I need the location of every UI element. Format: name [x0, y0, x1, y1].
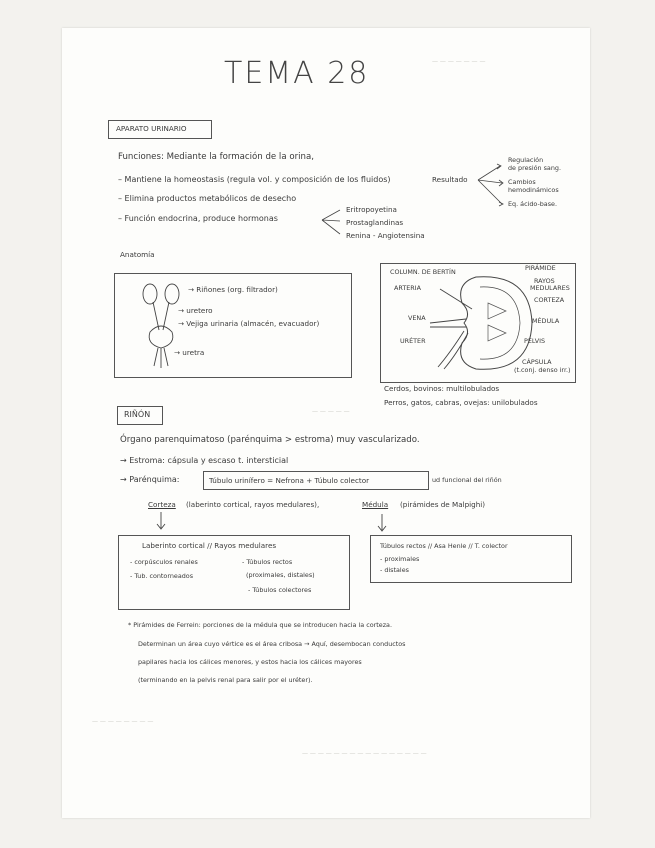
- bleed-through: — — — — —: [312, 408, 350, 415]
- notebook-page: [62, 28, 590, 818]
- hormone-2: Prostaglandinas: [346, 218, 404, 227]
- anatomia-heading: Anatomía: [120, 250, 155, 259]
- kidney-label-ureter: URÉTER: [400, 337, 426, 345]
- rinon-estroma: → Estroma: cápsula y escaso t. intersticial: [120, 456, 289, 465]
- medula-box-line-2: - distales: [380, 566, 409, 574]
- ferrein-line-3: papilares hacia los cálices menores, y estos hacia los cálices mayores: [138, 658, 362, 666]
- lobulation-note-2: Perros, gatos, cabras, ovejas: unilobulados: [384, 398, 538, 407]
- result-2a: Cambios: [508, 178, 536, 186]
- bleed-through: — — — — — — —: [432, 58, 486, 65]
- kidney-label-medula: MÉDULA: [532, 317, 560, 325]
- funciones-line: Funciones: Mediante la formación de la orina,: [118, 152, 314, 162]
- hormone-1: Eritropoyetina: [346, 205, 397, 214]
- anat-label-4: → uretra: [174, 348, 205, 357]
- medula-detail: (pirámides de Malpighi): [400, 500, 486, 509]
- hormone-3: Renina - Angiotensina: [346, 231, 425, 240]
- ferrein-line-4: (terminando en la pelvis renal para salir por el uréter).: [138, 676, 313, 684]
- corteza-box-right-2: (proximales, distales): [246, 571, 315, 579]
- kidney-label-capsula-1: CÁPSULA: [522, 358, 552, 366]
- rinon-definition: Órgano parenquimatoso (parénquima > estroma) muy vascularizado.: [120, 435, 420, 445]
- rinon-parenquima-tail: ud funcional del riñón: [432, 476, 502, 484]
- ferrein-line-1: * Pirámides de Ferrein: porciones de la médula que se introducen hacia la corteza.: [128, 621, 392, 629]
- corteza-term: Corteza: [148, 500, 176, 509]
- corteza-detail: (laberinto cortical, rayos medulares),: [186, 500, 320, 509]
- corteza-box-title: Laberinto cortical // Rayos medulares: [142, 541, 277, 550]
- anat-label-1: → Riñones (org. filtrador): [188, 285, 278, 294]
- corteza-box-left-2: - Tub. contorneados: [130, 572, 194, 580]
- kidney-label-rayos-2: MEDULARES: [530, 284, 570, 292]
- lobulation-note-1: Cerdos, bovinos: multilobulados: [384, 384, 500, 393]
- kidney-label-rayos-1: RAYOS: [534, 277, 555, 285]
- anat-label-2: → uretero: [178, 306, 213, 315]
- down-arrow-icon: [376, 514, 388, 534]
- function-1: – Mantiene la homeostasis (regula vol. y composición de los fluidos): [118, 175, 391, 184]
- function-2: – Elimina productos metabólicos de desecho: [118, 194, 297, 203]
- down-arrow-icon: [155, 512, 167, 532]
- result-3: Eq. ácido-base.: [508, 200, 558, 208]
- kidney-label-pelvis: PELVIS: [524, 337, 546, 345]
- resultado-label: Resultado: [432, 175, 468, 184]
- anat-label-3: → Vejiga urinaria (almacén, evacuador): [178, 319, 320, 328]
- section-heading-aparato: APARATO URINARIO: [116, 124, 187, 133]
- rinon-parenquima-label: → Parénquima:: [120, 475, 180, 484]
- corteza-box-right-3: - Túbulos colectores: [248, 586, 312, 594]
- medula-box-line-1: - proximales: [380, 555, 420, 563]
- result-1a: Regulación: [508, 156, 544, 164]
- result-1b: de presión sang.: [508, 164, 561, 172]
- result-2b: hemodinámicos: [508, 186, 559, 194]
- kidney-label-corteza: CORTEZA: [534, 296, 565, 304]
- ferrein-line-2: Determinan un área cuyo vértice es el área cribosa → Aquí, desembocan conductos: [138, 640, 406, 648]
- kidney-label-capsula-2: (t.conj. denso irr.): [514, 366, 571, 374]
- corteza-box-right-1: - Túbulos rectos: [242, 558, 293, 566]
- kidney-label-vena: VENA: [408, 314, 426, 322]
- kidney-label-columna: COLUMN. DE BERTÍN: [390, 268, 456, 276]
- section-heading-rinon: RIÑÓN: [124, 410, 151, 419]
- page-title: TEMA 28: [224, 56, 370, 91]
- rinon-parenquima-formula: Túbulo urinífero = Nefrona + Túbulo colector: [209, 476, 370, 485]
- medula-box-title: Túbulos rectos // Asa Henle // T. colector: [380, 542, 508, 550]
- bleed-through: — — — — — — — —: [92, 718, 154, 725]
- medula-term: Médula: [362, 500, 389, 509]
- kidney-label-piramide: PIRÁMIDE: [525, 264, 556, 272]
- bleed-through: — — — — — — — — — — — — — — — —: [302, 750, 427, 757]
- function-3: – Función endocrina, produce hormonas: [118, 214, 278, 223]
- corteza-box-left-1: - corpúsculos renales: [130, 558, 198, 566]
- kidney-label-arteria: ARTERIA: [394, 284, 421, 292]
